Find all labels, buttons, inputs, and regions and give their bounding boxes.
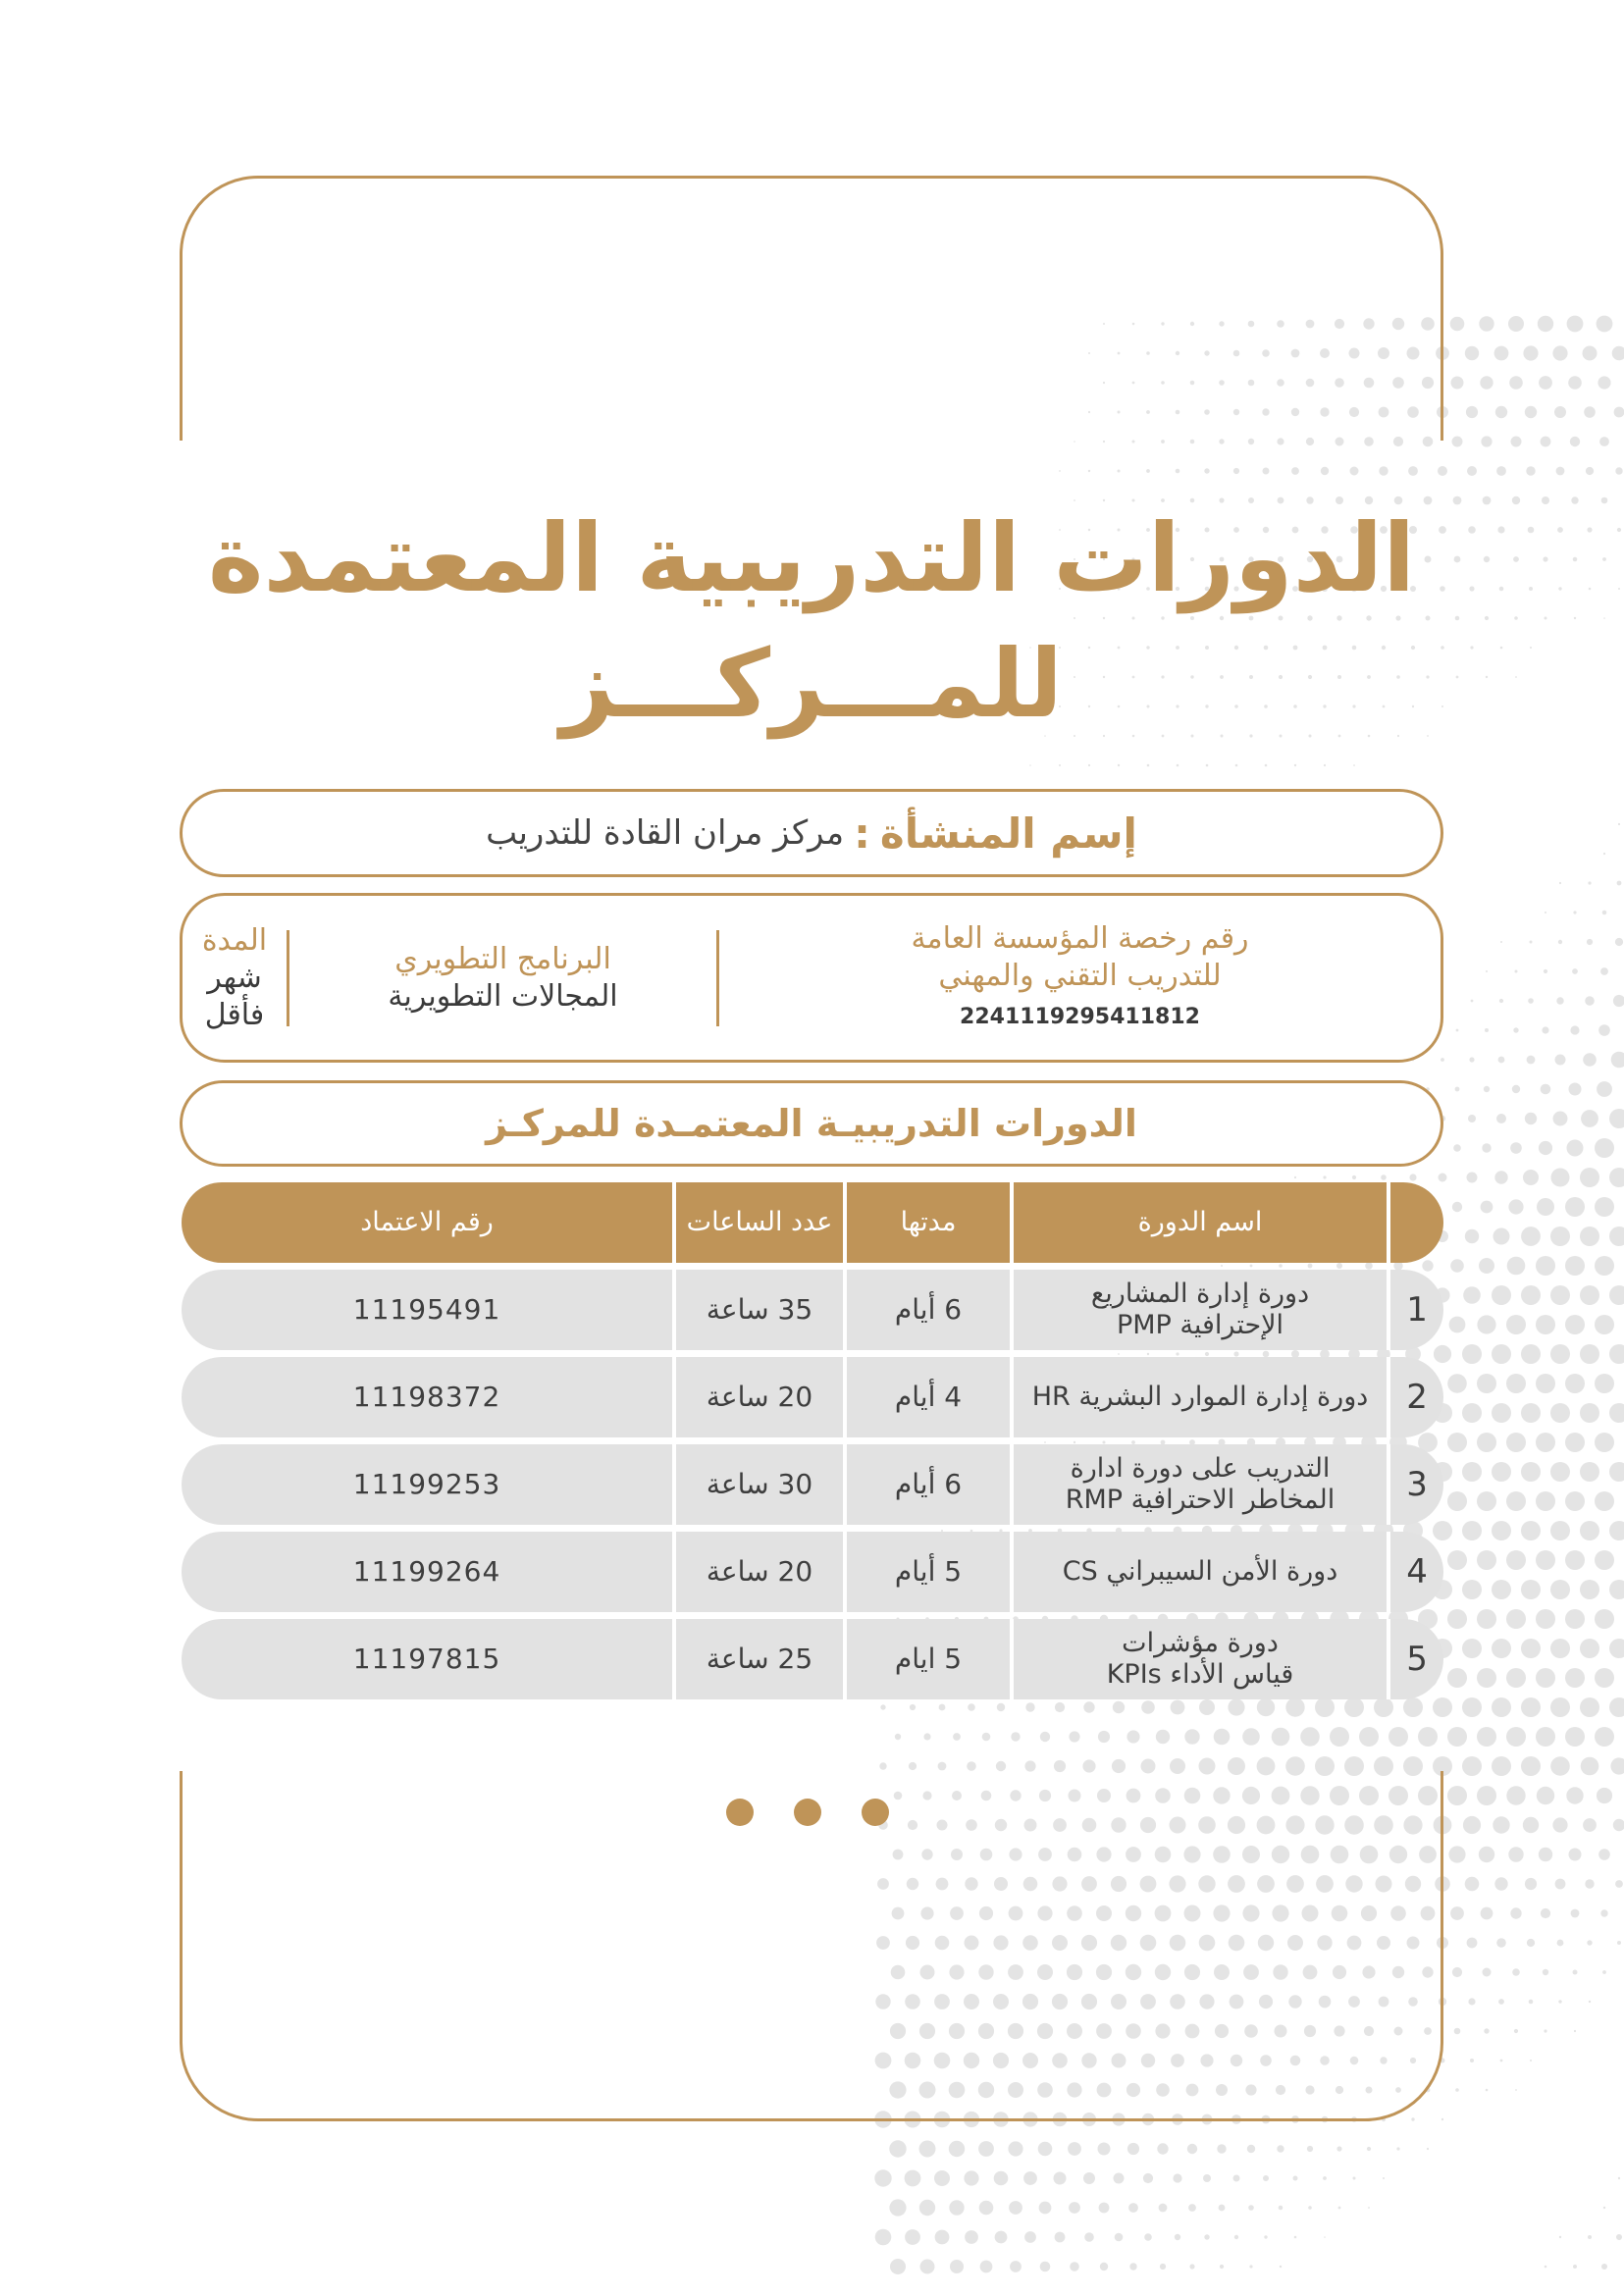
- row-accreditation: 11199253: [352, 1468, 501, 1500]
- page-title-line2: للمـــركـــز: [560, 629, 1063, 739]
- section-subtitle: الدورات التدريبيـة المعتمـدة للمركـز: [180, 1080, 1443, 1167]
- table-header-row: [182, 1182, 1443, 1263]
- row-course-name: [1010, 1270, 1387, 1350]
- row-course-name: [1010, 1357, 1387, 1437]
- decorative-dots: [726, 1799, 929, 1826]
- header-accreditation: رقم الاعتماد: [360, 1207, 494, 1237]
- header-course-name: اسم الدورة: [1010, 1182, 1387, 1263]
- row-accreditation: 11195491: [352, 1293, 501, 1326]
- table-row: [182, 1532, 1443, 1612]
- course-name-line2: قياس الأداء KPIs: [1106, 1659, 1294, 1690]
- row-index: 2: [1387, 1357, 1443, 1437]
- program-block: [289, 941, 716, 1016]
- duration-value: شهر فأقل: [204, 960, 265, 1032]
- table-row: [182, 1619, 1443, 1699]
- header-index: [1387, 1182, 1443, 1263]
- row-hours: 35 ساعة: [672, 1270, 843, 1350]
- frame-top-border: [180, 176, 1443, 441]
- row-index: 3: [1387, 1444, 1443, 1525]
- duration-block: [183, 922, 287, 1034]
- row-index: 4: [1387, 1532, 1443, 1612]
- info-divider: [716, 930, 719, 1026]
- row-duration: 6 أيام: [843, 1270, 1010, 1350]
- organization-label: إسم المنشأة: [879, 809, 1137, 858]
- row-duration: 4 أيام: [843, 1357, 1010, 1437]
- row-course-name: [1010, 1532, 1387, 1612]
- row-accreditation: 11197815: [352, 1643, 501, 1675]
- row-hours: 25 ساعة: [672, 1619, 843, 1699]
- course-name-line1: دورة مؤشرات: [1122, 1628, 1279, 1658]
- license-label-line1: رقم رخصة المؤسسة العامة: [911, 920, 1249, 956]
- page-title: [180, 496, 1443, 747]
- page-title-line1: الدورات التدريبية المعتمدة: [207, 503, 1416, 613]
- program-label: البرنامج التطويري: [394, 941, 611, 976]
- row-duration: 6 أيام: [843, 1444, 1010, 1525]
- course-name-line1: دورة الأمن السيبراني CS: [1062, 1556, 1338, 1587]
- dot-icon: [794, 1799, 821, 1826]
- organization-separator: :: [854, 809, 870, 858]
- course-name-line1: دورة إدارة الموارد البشرية HR: [1031, 1382, 1369, 1412]
- row-index: 1: [1387, 1270, 1443, 1350]
- dot-icon: [726, 1799, 754, 1826]
- dot-icon: [862, 1799, 889, 1826]
- table-row: [182, 1444, 1443, 1525]
- header-hours: عدد الساعات: [672, 1182, 843, 1263]
- row-course-name: [1010, 1619, 1387, 1699]
- license-label-line2: للتدريب التقني والمهني: [938, 958, 1222, 993]
- row-accreditation: 11199264: [352, 1555, 501, 1588]
- row-accreditation: 11198372: [352, 1381, 501, 1413]
- header-duration: مدتها: [843, 1182, 1010, 1263]
- license-number: 2241119295411812: [960, 1004, 1200, 1029]
- program-value: المجالات التطويرية: [388, 978, 618, 1014]
- table-row: [182, 1357, 1443, 1437]
- license-block: [719, 920, 1441, 1036]
- row-duration: 5 ايام: [843, 1619, 1010, 1699]
- table-row: [182, 1270, 1443, 1350]
- row-hours: 20 ساعة: [672, 1532, 843, 1612]
- course-name-line1: دورة إدارة المشاريع: [1090, 1278, 1310, 1309]
- row-hours: 30 ساعة: [672, 1444, 843, 1525]
- info-divider: [287, 930, 289, 1026]
- organization-pill: [180, 789, 1443, 877]
- row-hours: 20 ساعة: [672, 1357, 843, 1437]
- course-name-line2: الإحترافية PMP: [1116, 1310, 1284, 1340]
- row-index: 5: [1387, 1619, 1443, 1699]
- course-name-line2: المخاطر الاحترافية RMP: [1065, 1485, 1336, 1515]
- courses-table: [182, 1182, 1443, 1706]
- course-name-line1: التدريب على دورة ادارة: [1070, 1453, 1331, 1484]
- organization-name: مركز مران القادة للتدريب: [486, 813, 845, 853]
- row-course-name: [1010, 1444, 1387, 1525]
- info-pill: [180, 893, 1443, 1063]
- duration-label: المدة: [201, 922, 268, 958]
- row-duration: 5 أيام: [843, 1532, 1010, 1612]
